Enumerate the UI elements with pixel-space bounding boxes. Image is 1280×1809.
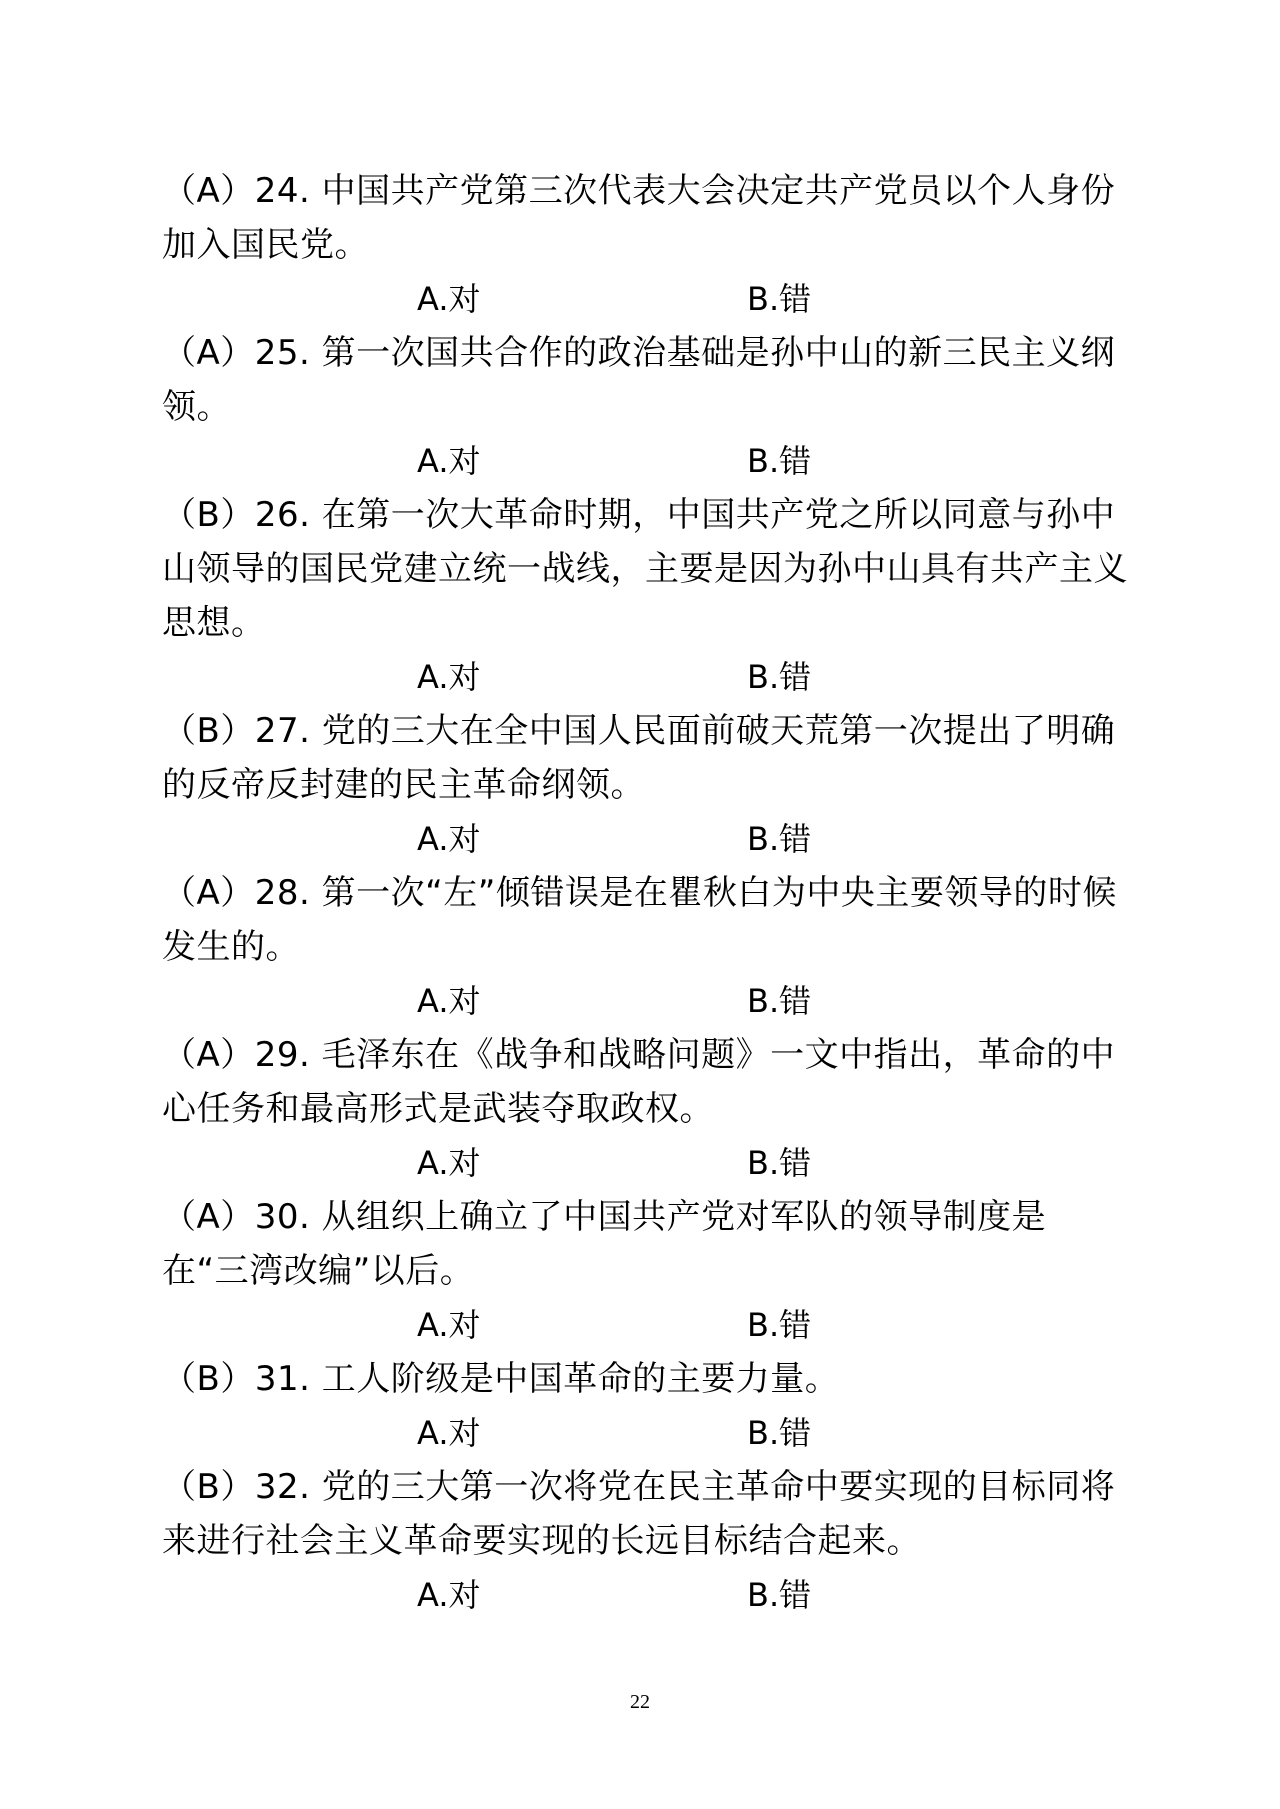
option-b: B.错 <box>747 982 812 1020</box>
option-b: B.错 <box>747 1576 812 1614</box>
question-text: （B）27. 党的三大在全中国人民面前破天荒第一次提出了明确的反帝反封建的民主革命纲领。 <box>162 711 1116 805</box>
option-b: B.错 <box>747 658 812 696</box>
option-a: A.对 <box>417 1414 481 1452</box>
question-text: （A）25. 第一次国共合作的政治基础是孙中山的新三民主义纲领。 <box>162 333 1116 427</box>
question-item <box>162 866 1132 1028</box>
page-number: 22 <box>630 1691 650 1713</box>
question-list <box>162 164 1132 1622</box>
option-a: A.对 <box>417 280 481 318</box>
question-item <box>162 488 1132 704</box>
option-a: A.对 <box>417 1576 481 1614</box>
option-a: A.对 <box>417 442 481 480</box>
question-item <box>162 164 1132 326</box>
answer-options <box>162 1568 1132 1622</box>
answer-options <box>162 1298 1132 1352</box>
question-item <box>162 1190 1132 1352</box>
option-b: B.错 <box>747 280 812 318</box>
option-b: B.错 <box>747 1144 812 1182</box>
answer-options <box>162 812 1132 866</box>
answer-options <box>162 434 1132 488</box>
option-b: B.错 <box>747 1414 812 1452</box>
question-text: （A）24. 中国共产党第三次代表大会决定共产党员以个人身份加入国民党。 <box>162 171 1116 265</box>
question-item <box>162 1460 1132 1622</box>
question-text: （B）32. 党的三大第一次将党在民主革命中要实现的目标同将来进行社会主义革命要实现的长远目标结合起来。 <box>162 1467 1116 1561</box>
option-a: A.对 <box>417 1144 481 1182</box>
option-b: B.错 <box>747 820 812 858</box>
question-text: （A）29. 毛泽东在《战争和战略问题》一文中指出，革命的中心任务和最高形式是武装夺取政权。 <box>162 1035 1116 1129</box>
option-b: B.错 <box>747 1306 812 1344</box>
question-text: （B）26. 在第一次大革命时期，中国共产党之所以同意与孙中山领导的国民党建立统一战线，主要是因为孙中山具有共产主义思想。 <box>162 495 1128 643</box>
question-text: （A）30. 从组织上确立了中国共产党对军队的领导制度是在“三湾改编”以后。 <box>162 1197 1047 1291</box>
question-text: （A）28. 第一次“左”倾错误是在瞿秋白为中央主要领导的时候发生的。 <box>162 873 1117 967</box>
answer-options <box>162 650 1132 704</box>
option-b: B.错 <box>747 442 812 480</box>
answer-options <box>162 1136 1132 1190</box>
question-item <box>162 326 1132 488</box>
option-a: A.对 <box>417 1306 481 1344</box>
answer-options <box>162 272 1132 326</box>
answer-options <box>162 974 1132 1028</box>
option-a: A.对 <box>417 658 481 696</box>
answer-options <box>162 1406 1132 1460</box>
question-item <box>162 704 1132 866</box>
question-item <box>162 1352 1132 1460</box>
question-text: （B）31. 工人阶级是中国革命的主要力量。 <box>162 1359 840 1399</box>
option-a: A.对 <box>417 982 481 1020</box>
question-item <box>162 1028 1132 1190</box>
option-a: A.对 <box>417 820 481 858</box>
